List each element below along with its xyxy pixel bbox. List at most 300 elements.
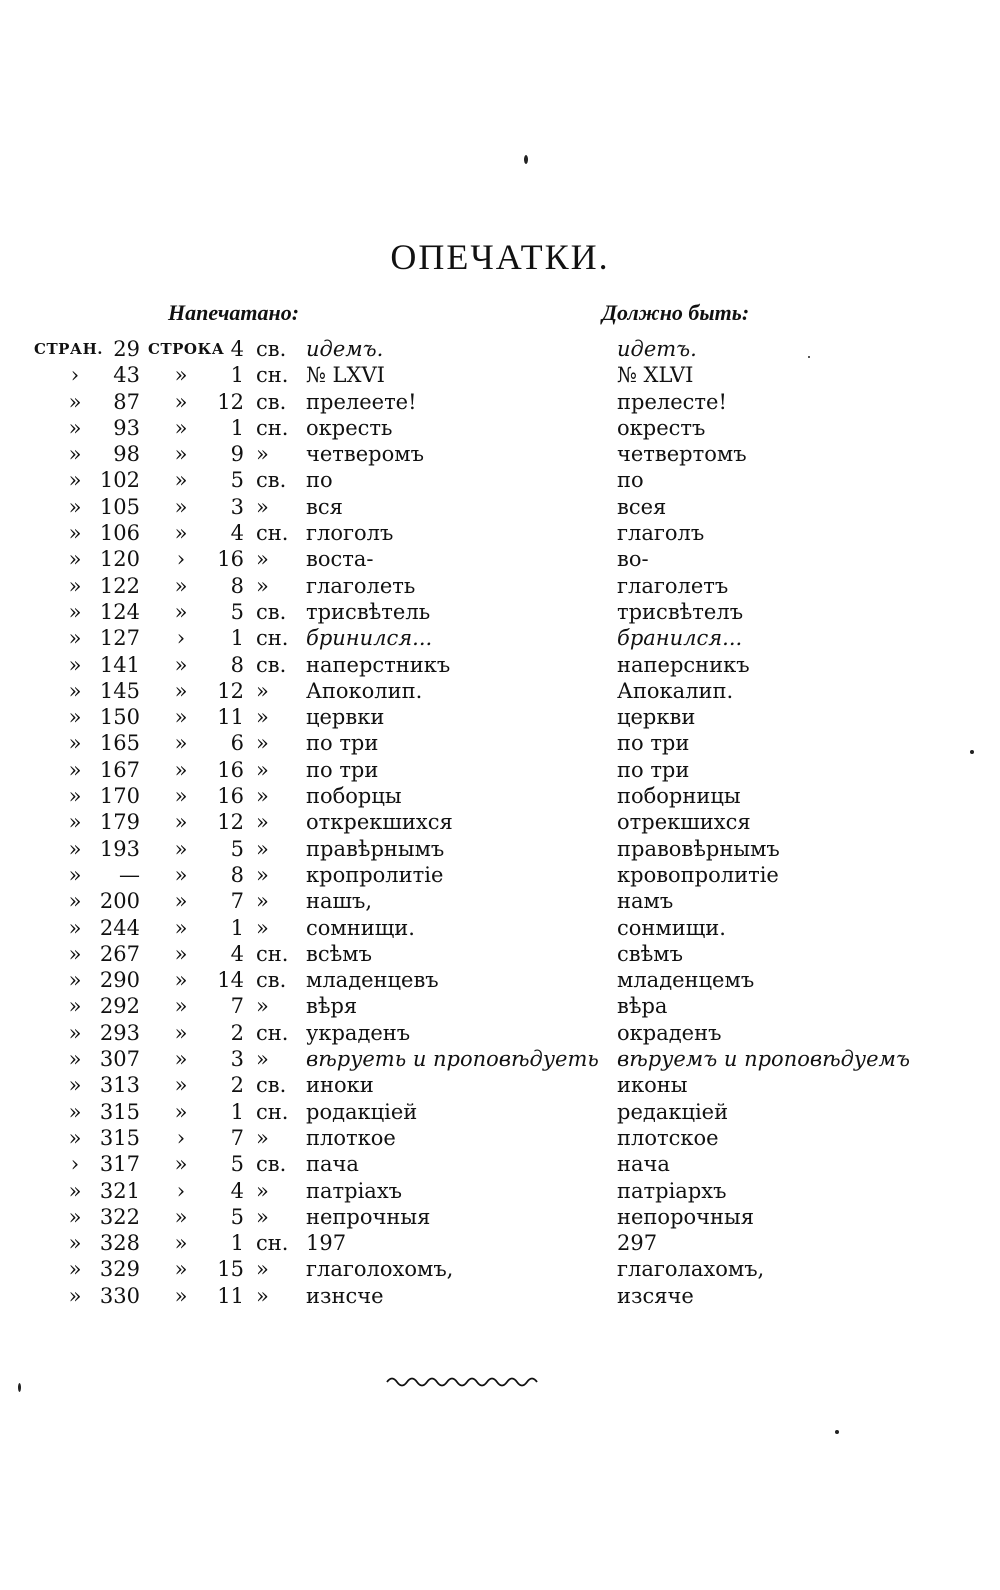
line-direction: сн. bbox=[256, 626, 289, 651]
table-row bbox=[0, 1283, 1000, 1309]
table-row bbox=[0, 993, 1000, 1019]
printed-text: четверомъ bbox=[306, 442, 424, 467]
correct-text: по три bbox=[617, 731, 690, 756]
line-direction: » bbox=[256, 731, 269, 756]
table-row bbox=[0, 494, 1000, 520]
line-direction: » bbox=[256, 810, 269, 835]
line-number: 1 bbox=[230, 915, 244, 940]
correct-text: намъ bbox=[617, 889, 674, 914]
table-row bbox=[0, 1125, 1000, 1151]
correct-text: трисвѣтелъ bbox=[617, 599, 744, 624]
page-number: 170 bbox=[99, 784, 140, 809]
correct-text: глаголахомъ, bbox=[617, 1257, 765, 1282]
page-label-mark: » bbox=[68, 836, 82, 861]
line-label-mark: » bbox=[174, 968, 188, 993]
page-label-mark: » bbox=[68, 1178, 82, 1203]
line-number: 7 bbox=[230, 994, 244, 1019]
correct-text: свѣмъ bbox=[617, 941, 683, 966]
correct-text: сонмищи. bbox=[617, 915, 726, 940]
line-number: 4 bbox=[230, 337, 244, 361]
printed-text: украденъ bbox=[306, 1020, 411, 1045]
line-label-mark: » bbox=[174, 599, 188, 624]
page-number: 127 bbox=[99, 626, 140, 651]
page-label-mark: » bbox=[68, 784, 82, 809]
table-row bbox=[0, 389, 1000, 415]
page-number: 124 bbox=[99, 599, 140, 624]
line-direction: сн. bbox=[256, 1020, 289, 1045]
correct-text: бранился... bbox=[617, 626, 743, 651]
page-label-mark: » bbox=[68, 599, 82, 624]
page-number: 102 bbox=[99, 468, 140, 493]
printed-text: № LXVI bbox=[306, 363, 385, 388]
table-row bbox=[0, 1072, 1000, 1098]
table-row bbox=[0, 573, 1000, 599]
line-direction: св. bbox=[256, 337, 287, 361]
printed-text: глаголохомъ, bbox=[306, 1257, 454, 1282]
page-number: 179 bbox=[99, 810, 140, 835]
line-number: 4 bbox=[230, 521, 244, 546]
line-number: 7 bbox=[230, 889, 244, 914]
printed-text: прелеете! bbox=[306, 389, 417, 414]
correct-text: отрекшихся bbox=[617, 810, 751, 835]
page-label-mark: » bbox=[68, 1047, 82, 1072]
line-number: 3 bbox=[230, 1047, 244, 1072]
line-number: 12 bbox=[217, 810, 244, 835]
correct-text: 297 bbox=[617, 1231, 658, 1256]
line-direction: » bbox=[256, 1257, 269, 1282]
header-printed: Напечатано: bbox=[168, 300, 300, 325]
page-label-mark: » bbox=[68, 810, 82, 835]
page-number: 150 bbox=[99, 705, 140, 730]
table-row bbox=[0, 441, 1000, 467]
correct-text: редакціей bbox=[617, 1099, 729, 1124]
page-number: 267 bbox=[99, 941, 140, 966]
page-number: 167 bbox=[99, 757, 140, 782]
line-direction: » bbox=[256, 889, 269, 914]
page-label-mark: » bbox=[68, 757, 82, 782]
line-direction: » bbox=[256, 757, 269, 782]
printed-text: цервки bbox=[306, 705, 385, 730]
ink-speck bbox=[835, 1430, 839, 1434]
page-number: 43 bbox=[113, 363, 140, 388]
printed-text: окресть bbox=[306, 415, 393, 440]
line-direction: сн. bbox=[256, 415, 289, 440]
line-direction: св. bbox=[256, 468, 287, 493]
page-number: 330 bbox=[99, 1283, 140, 1308]
printed-text: сомнищи. bbox=[306, 915, 415, 940]
page-label-mark: » bbox=[68, 1073, 82, 1098]
line-number: 5 bbox=[230, 468, 244, 493]
page-label-mark: » bbox=[68, 994, 82, 1019]
correct-text: прелесте! bbox=[617, 389, 727, 414]
line-number: 4 bbox=[230, 941, 244, 966]
page-label-mark: » bbox=[68, 862, 82, 887]
page-label-mark: » bbox=[68, 652, 82, 677]
printed-text: по три bbox=[306, 731, 379, 756]
table-row bbox=[0, 809, 1000, 835]
line-number: 5 bbox=[230, 599, 244, 624]
page-label-mark: » bbox=[68, 442, 82, 467]
line-direction: св. bbox=[256, 599, 287, 624]
line-direction: сн. bbox=[256, 941, 289, 966]
line-label-mark: » bbox=[174, 705, 188, 730]
line-label-mark: » bbox=[174, 1020, 188, 1045]
page-number: 321 bbox=[99, 1178, 140, 1203]
table-row bbox=[0, 888, 1000, 914]
page-label-mark: » bbox=[68, 521, 82, 546]
line-label-mark: » bbox=[174, 731, 188, 756]
page-label-mark: » bbox=[68, 626, 82, 651]
line-label-mark: » bbox=[174, 915, 188, 940]
line-label-mark: » bbox=[174, 1283, 188, 1308]
header-should-be: Должно быть: bbox=[602, 300, 750, 325]
correct-text: церкви bbox=[617, 705, 696, 730]
correct-text: по три bbox=[617, 757, 690, 782]
page-number: 106 bbox=[99, 521, 140, 546]
page-number: 329 bbox=[99, 1257, 140, 1282]
correct-text: младенцемъ bbox=[617, 968, 755, 993]
page-label-mark: » bbox=[68, 1099, 82, 1124]
line-label-mark: » bbox=[174, 994, 188, 1019]
line-label-mark: » bbox=[174, 678, 188, 703]
printed-text: 197 bbox=[306, 1231, 347, 1256]
line-direction: сн. bbox=[256, 521, 289, 546]
page-number: 29 bbox=[113, 337, 140, 361]
line-label-mark: » bbox=[174, 836, 188, 861]
line-label-mark: » bbox=[174, 468, 188, 493]
line-number: 1 bbox=[230, 415, 244, 440]
table-row bbox=[0, 652, 1000, 678]
table-row bbox=[0, 915, 1000, 941]
line-direction: сн. bbox=[256, 1231, 289, 1256]
line-number: 5 bbox=[230, 836, 244, 861]
table-row bbox=[0, 730, 1000, 756]
correct-text: вѣруемъ и проповѣдуемъ bbox=[617, 1047, 910, 1072]
page-label-mark: » bbox=[68, 889, 82, 914]
line-number: 6 bbox=[230, 731, 244, 756]
line-direction: сн. bbox=[256, 363, 289, 388]
line-direction: » bbox=[256, 442, 269, 467]
printed-text: вся bbox=[306, 494, 343, 519]
line-label-mark: » bbox=[174, 363, 188, 388]
table-row bbox=[0, 757, 1000, 783]
page-number: 244 bbox=[99, 915, 140, 940]
page-label-mark: » bbox=[68, 573, 82, 598]
line-label-mark: » bbox=[174, 442, 188, 467]
printed-text: пача bbox=[306, 1152, 359, 1177]
printed-text: вѣря bbox=[306, 994, 358, 1019]
correct-text: окрестъ bbox=[617, 415, 706, 440]
line-number: 11 bbox=[217, 1283, 244, 1308]
table-row bbox=[0, 967, 1000, 993]
table-row bbox=[0, 336, 1000, 362]
printed-text: наперстникъ bbox=[306, 652, 451, 677]
line-label-mark: » bbox=[174, 810, 188, 835]
line-direction: св. bbox=[256, 389, 287, 414]
ink-speck bbox=[18, 1383, 21, 1392]
line-label-mark: » bbox=[174, 1047, 188, 1072]
page-number: 141 bbox=[99, 652, 140, 677]
line-number: 12 bbox=[217, 389, 244, 414]
line-label-mark: » bbox=[174, 494, 188, 519]
printed-text: иноки bbox=[306, 1073, 374, 1098]
line-label-mark: » bbox=[174, 862, 188, 887]
line-number: 2 bbox=[230, 1073, 244, 1098]
line-direction: сн. bbox=[256, 1099, 289, 1124]
table-row bbox=[0, 941, 1000, 967]
line-number: 8 bbox=[230, 862, 244, 887]
page-label-mark: » bbox=[68, 1020, 82, 1045]
correct-text: патріархъ bbox=[617, 1178, 727, 1203]
page-label-mark: » bbox=[68, 915, 82, 940]
table-row bbox=[0, 625, 1000, 651]
table-row bbox=[0, 1151, 1000, 1177]
line-direction: св. bbox=[256, 1073, 287, 1098]
correct-text: всея bbox=[617, 494, 667, 519]
line-label-mark: › bbox=[176, 1178, 186, 1203]
table-row bbox=[0, 1099, 1000, 1125]
table-row bbox=[0, 546, 1000, 572]
line-number: 11 bbox=[217, 705, 244, 730]
flourish-divider bbox=[385, 1370, 545, 1390]
line-direction: » bbox=[256, 1204, 269, 1229]
line-label-mark: » bbox=[174, 757, 188, 782]
page-number: 165 bbox=[99, 731, 140, 756]
page-number: 322 bbox=[99, 1204, 140, 1229]
line-number: 2 bbox=[230, 1020, 244, 1045]
page-number: 122 bbox=[99, 573, 140, 598]
page-label-mark: » bbox=[68, 468, 82, 493]
line-direction: » bbox=[256, 862, 269, 887]
page-number: 315 bbox=[99, 1125, 140, 1150]
correct-text: Апокалип. bbox=[617, 678, 734, 703]
ink-speck bbox=[524, 155, 528, 164]
page-number: 87 bbox=[113, 389, 140, 414]
printed-text: нашъ, bbox=[306, 889, 373, 914]
page-label-mark: » bbox=[68, 547, 82, 572]
correct-text: во- bbox=[617, 547, 649, 572]
line-label-mark: » bbox=[174, 521, 188, 546]
line-label-mark: » bbox=[174, 1257, 188, 1282]
line-number: 7 bbox=[230, 1125, 244, 1150]
line-direction: » bbox=[256, 915, 269, 940]
table-row bbox=[0, 1020, 1000, 1046]
page-label-mark: » bbox=[68, 1204, 82, 1229]
line-direction: св. bbox=[256, 652, 287, 677]
table-row bbox=[0, 678, 1000, 704]
line-label-mark: › bbox=[176, 1125, 186, 1150]
correct-text: непорочныя bbox=[617, 1204, 754, 1229]
line-number: 16 bbox=[217, 547, 244, 572]
page-label-mark: » bbox=[68, 1125, 82, 1150]
table-row bbox=[0, 704, 1000, 730]
line-number: 1 bbox=[230, 626, 244, 651]
line-number: 16 bbox=[217, 784, 244, 809]
line-number: 1 bbox=[230, 1099, 244, 1124]
page-label-mark: » bbox=[68, 731, 82, 756]
table-row bbox=[0, 1256, 1000, 1282]
line-label-mark: » bbox=[174, 1099, 188, 1124]
page-number: 293 bbox=[99, 1020, 140, 1045]
printed-text: всѣмъ bbox=[306, 941, 372, 966]
line-label-mark: › bbox=[176, 547, 186, 572]
printed-text: открекшихся bbox=[306, 810, 453, 835]
printed-text: по bbox=[306, 468, 333, 493]
page-number: 328 bbox=[99, 1231, 140, 1256]
printed-text: трисвѣтель bbox=[306, 599, 431, 624]
page-number: — bbox=[119, 862, 140, 887]
line-direction: » bbox=[256, 547, 269, 572]
page-number: 317 bbox=[99, 1152, 140, 1177]
line-label-mark: » bbox=[174, 1231, 188, 1256]
line-direction: св. bbox=[256, 968, 287, 993]
correct-text: иконы bbox=[617, 1073, 688, 1098]
line-label-mark: » bbox=[174, 1152, 188, 1177]
printed-text: кропролитіе bbox=[306, 862, 444, 887]
line-number: 14 bbox=[217, 968, 244, 993]
correct-text: наперсникъ bbox=[617, 652, 750, 677]
line-number: 3 bbox=[230, 494, 244, 519]
line-direction: » bbox=[256, 784, 269, 809]
printed-text: Апоколип. bbox=[306, 678, 423, 703]
page-number: 145 bbox=[99, 678, 140, 703]
line-label-mark: » bbox=[174, 1073, 188, 1098]
line-direction: » bbox=[256, 494, 269, 519]
correct-text: поборницы bbox=[617, 784, 741, 809]
line-number: 4 bbox=[230, 1178, 244, 1203]
correct-text: вѣра bbox=[617, 994, 668, 1019]
printed-text: идемъ. bbox=[306, 337, 384, 361]
table-row bbox=[0, 1204, 1000, 1230]
printed-text: воста- bbox=[306, 547, 374, 572]
line-number: 15 bbox=[217, 1257, 244, 1282]
page-number: 315 bbox=[99, 1099, 140, 1124]
page-number: 105 bbox=[99, 494, 140, 519]
printed-text: поборцы bbox=[306, 784, 402, 809]
line-number: 5 bbox=[230, 1204, 244, 1229]
line-number: 1 bbox=[230, 363, 244, 388]
printed-text: бринился... bbox=[306, 626, 433, 651]
page-label-mark: » bbox=[68, 941, 82, 966]
line-direction: » bbox=[256, 573, 269, 598]
line-direction: » bbox=[256, 1047, 269, 1072]
line-number: 5 bbox=[230, 1152, 244, 1177]
correct-text: окраденъ bbox=[617, 1020, 722, 1045]
correct-text: № XLVI bbox=[617, 363, 694, 388]
page-number: 200 bbox=[99, 889, 140, 914]
table-row bbox=[0, 467, 1000, 493]
correct-text: изсяче bbox=[617, 1283, 694, 1308]
line-label-mark: » bbox=[174, 889, 188, 914]
printed-text: глаголеть bbox=[306, 573, 416, 598]
page-number: 290 bbox=[99, 968, 140, 993]
line-direction: » bbox=[256, 1125, 269, 1150]
correct-text: правовѣрнымъ bbox=[617, 836, 780, 861]
page-label-mark: СТРАН. bbox=[34, 340, 103, 358]
table-row bbox=[0, 599, 1000, 625]
line-label-mark: » bbox=[174, 389, 188, 414]
line-direction: св. bbox=[256, 1152, 287, 1177]
line-direction: » bbox=[256, 994, 269, 1019]
page-number: 307 bbox=[99, 1047, 140, 1072]
line-direction: » bbox=[256, 705, 269, 730]
page-number: 93 bbox=[113, 415, 140, 440]
printed-text: по три bbox=[306, 757, 379, 782]
page-label-mark: » bbox=[68, 389, 82, 414]
page-number: 120 bbox=[99, 547, 140, 572]
printed-text: патріахъ bbox=[306, 1178, 403, 1203]
printed-text: вѣруеть и проповѣдуеть bbox=[306, 1047, 599, 1072]
printed-text: младенцевъ bbox=[306, 968, 439, 993]
page-label-mark: » bbox=[68, 678, 82, 703]
line-number: 12 bbox=[217, 678, 244, 703]
page-label-mark: » bbox=[68, 705, 82, 730]
line-direction: » bbox=[256, 678, 269, 703]
page-number: 292 bbox=[99, 994, 140, 1019]
table-row bbox=[0, 862, 1000, 888]
table-row bbox=[0, 520, 1000, 546]
correct-text: по bbox=[617, 468, 644, 493]
table-row bbox=[0, 783, 1000, 809]
errata-table bbox=[0, 336, 1000, 1309]
table-row bbox=[0, 1178, 1000, 1204]
page-title: ОПЕЧАТКИ. bbox=[390, 237, 610, 277]
correct-text: глаголъ bbox=[617, 521, 705, 546]
printed-text: изнсче bbox=[306, 1283, 384, 1308]
page-label-mark: » bbox=[68, 968, 82, 993]
page-label-mark: › bbox=[70, 1152, 80, 1177]
line-label-mark: › bbox=[176, 626, 186, 651]
page-label-mark: » bbox=[68, 1231, 82, 1256]
line-direction: » bbox=[256, 836, 269, 861]
printed-text: правѣрнымъ bbox=[306, 836, 445, 861]
line-label-mark: » bbox=[174, 941, 188, 966]
page-label-mark: » bbox=[68, 1257, 82, 1282]
line-direction: » bbox=[256, 1283, 269, 1308]
line-label-mark: » bbox=[174, 652, 188, 677]
line-number: 8 bbox=[230, 573, 244, 598]
page-label-mark: › bbox=[70, 363, 80, 388]
line-label-mark: » bbox=[174, 784, 188, 809]
line-number: 9 bbox=[230, 442, 244, 467]
page-number: 193 bbox=[99, 836, 140, 861]
table-row bbox=[0, 836, 1000, 862]
table-row bbox=[0, 415, 1000, 441]
line-label-mark: » bbox=[174, 415, 188, 440]
correct-text: плотское bbox=[617, 1125, 719, 1150]
correct-text: кровопролитіе bbox=[617, 862, 779, 887]
page-number: 313 bbox=[99, 1073, 140, 1098]
line-label-mark: » bbox=[174, 1204, 188, 1229]
correct-text: глаголетъ bbox=[617, 573, 729, 598]
correct-text: четвертомъ bbox=[617, 442, 747, 467]
line-number: 1 bbox=[230, 1231, 244, 1256]
page-number: 98 bbox=[113, 442, 140, 467]
printed-text: непрочныя bbox=[306, 1204, 431, 1229]
table-row bbox=[0, 362, 1000, 388]
printed-text: родакціей bbox=[306, 1099, 418, 1124]
page-label-mark: » bbox=[68, 1283, 82, 1308]
printed-text: глоголъ bbox=[306, 521, 394, 546]
line-label-mark: СТРОКА bbox=[148, 340, 225, 358]
page-label-mark: » bbox=[68, 494, 82, 519]
table-row bbox=[0, 1230, 1000, 1256]
printed-text: плоткое bbox=[306, 1125, 396, 1150]
line-label-mark: » bbox=[174, 573, 188, 598]
correct-text: нача bbox=[617, 1152, 670, 1177]
line-number: 8 bbox=[230, 652, 244, 677]
table-row bbox=[0, 1046, 1000, 1072]
